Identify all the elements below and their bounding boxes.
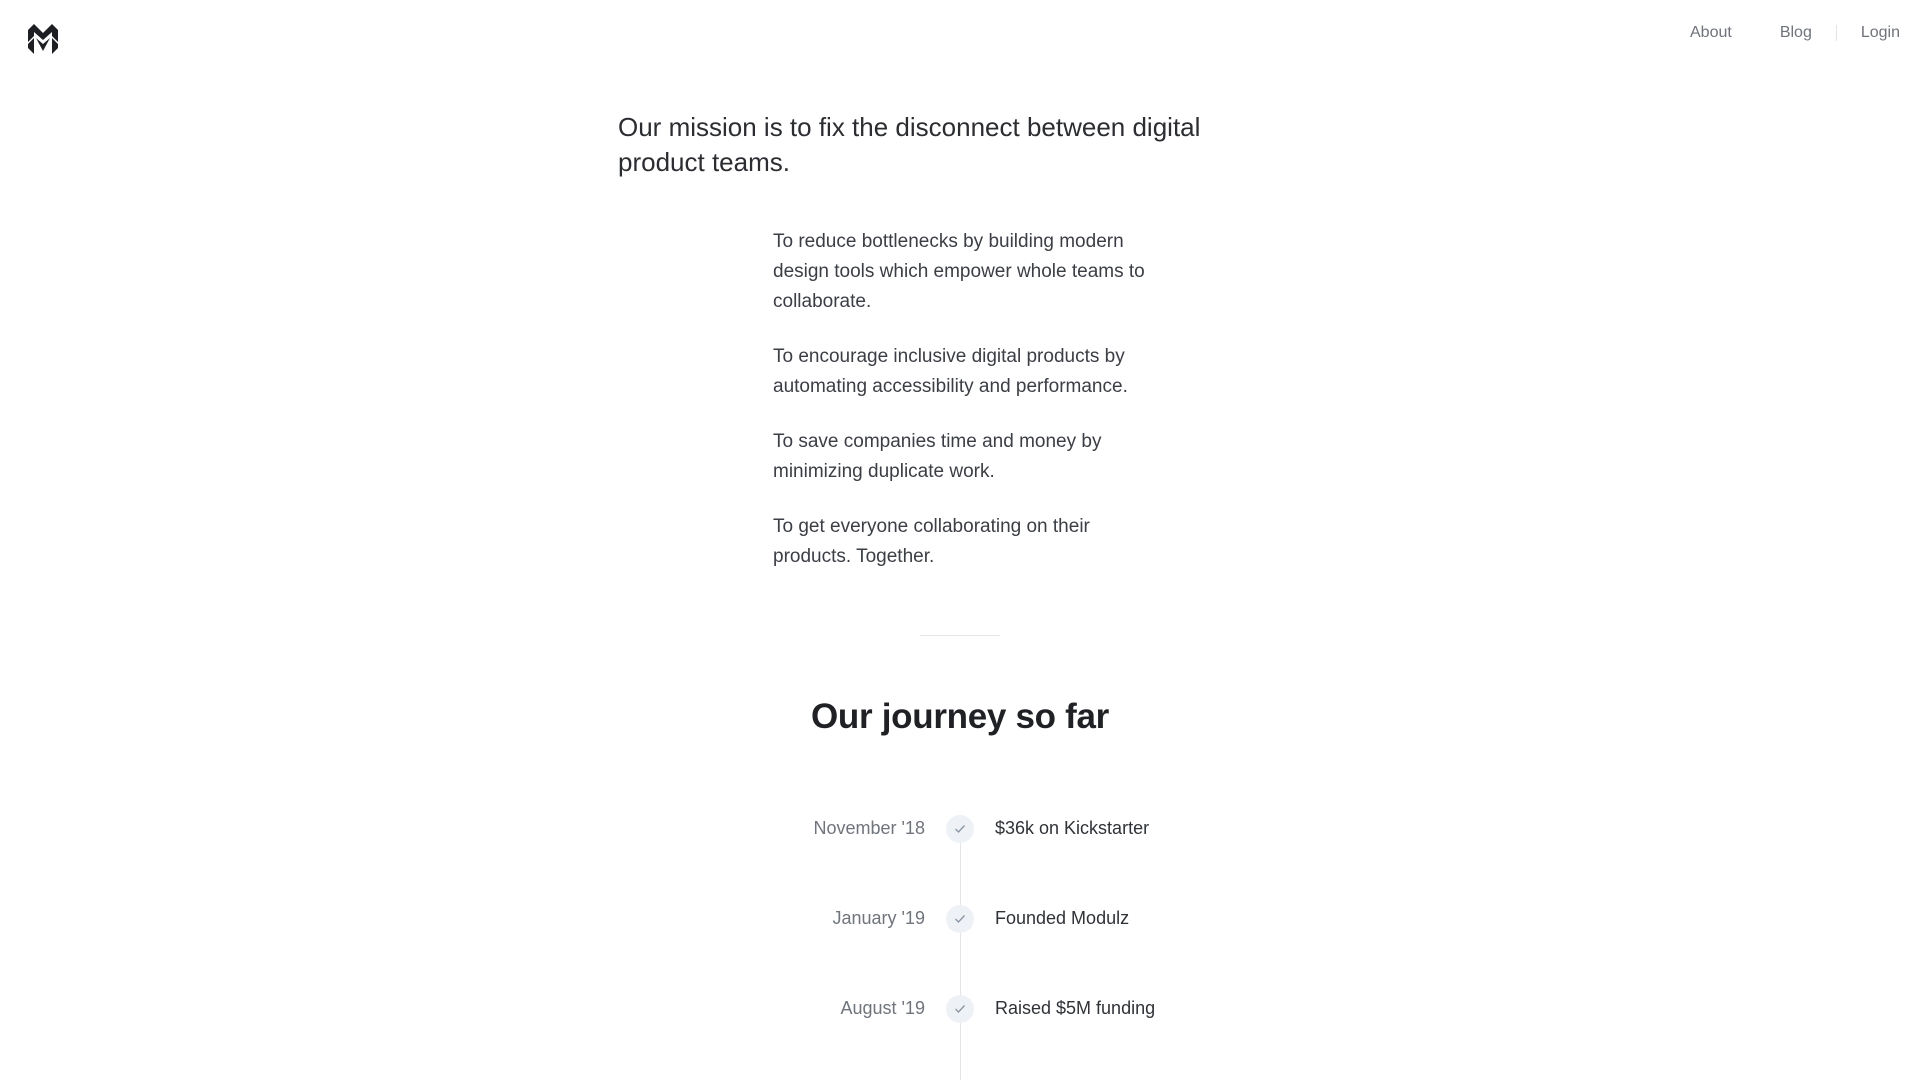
goal-paragraph: To save companies time and money by minimizing duplicate work.: [773, 431, 1102, 482]
nav-about-link[interactable]: About: [1690, 24, 1732, 41]
check-icon: [946, 815, 974, 843]
nav-blog-link[interactable]: Blog: [1779, 24, 1812, 41]
milestone-date: August '19: [840, 998, 925, 1018]
nav-divider: [1836, 25, 1837, 41]
goal-paragraph: To get everyone collaborating on their products. Together.: [773, 516, 1090, 567]
milestone-date: January '19: [832, 908, 925, 928]
milestone-event: $36k on Kickstarter: [995, 818, 1150, 838]
modulz-logo-icon[interactable]: [28, 24, 58, 54]
goal-paragraph: To reduce bottlenecks by building modern design tools which empower whole teams to collaborate.: [773, 231, 1145, 312]
milestone-date: November '18: [813, 818, 925, 838]
timeline-row: [0, 905, 1920, 933]
mission-headline: Our mission is to fix the disconnect between digital product teams.: [618, 112, 1201, 177]
check-icon: [946, 995, 974, 1023]
timeline-line: [960, 830, 961, 1080]
nav-login-link[interactable]: Login: [1860, 24, 1900, 41]
milestone-event: Raised $5M funding: [995, 998, 1156, 1018]
journey-title: Our journey so far: [811, 697, 1109, 736]
section-divider: [920, 635, 1000, 636]
mission-goals: [773, 227, 1163, 597]
goal-paragraph: To encourage inclusive digital products by automating accessibility and performance.: [773, 346, 1128, 397]
check-icon: [946, 905, 974, 933]
top-nav: [1690, 20, 1900, 46]
timeline-row: [0, 995, 1920, 1023]
timeline-row: [0, 815, 1920, 843]
milestone-event: Founded Modulz: [995, 908, 1130, 928]
